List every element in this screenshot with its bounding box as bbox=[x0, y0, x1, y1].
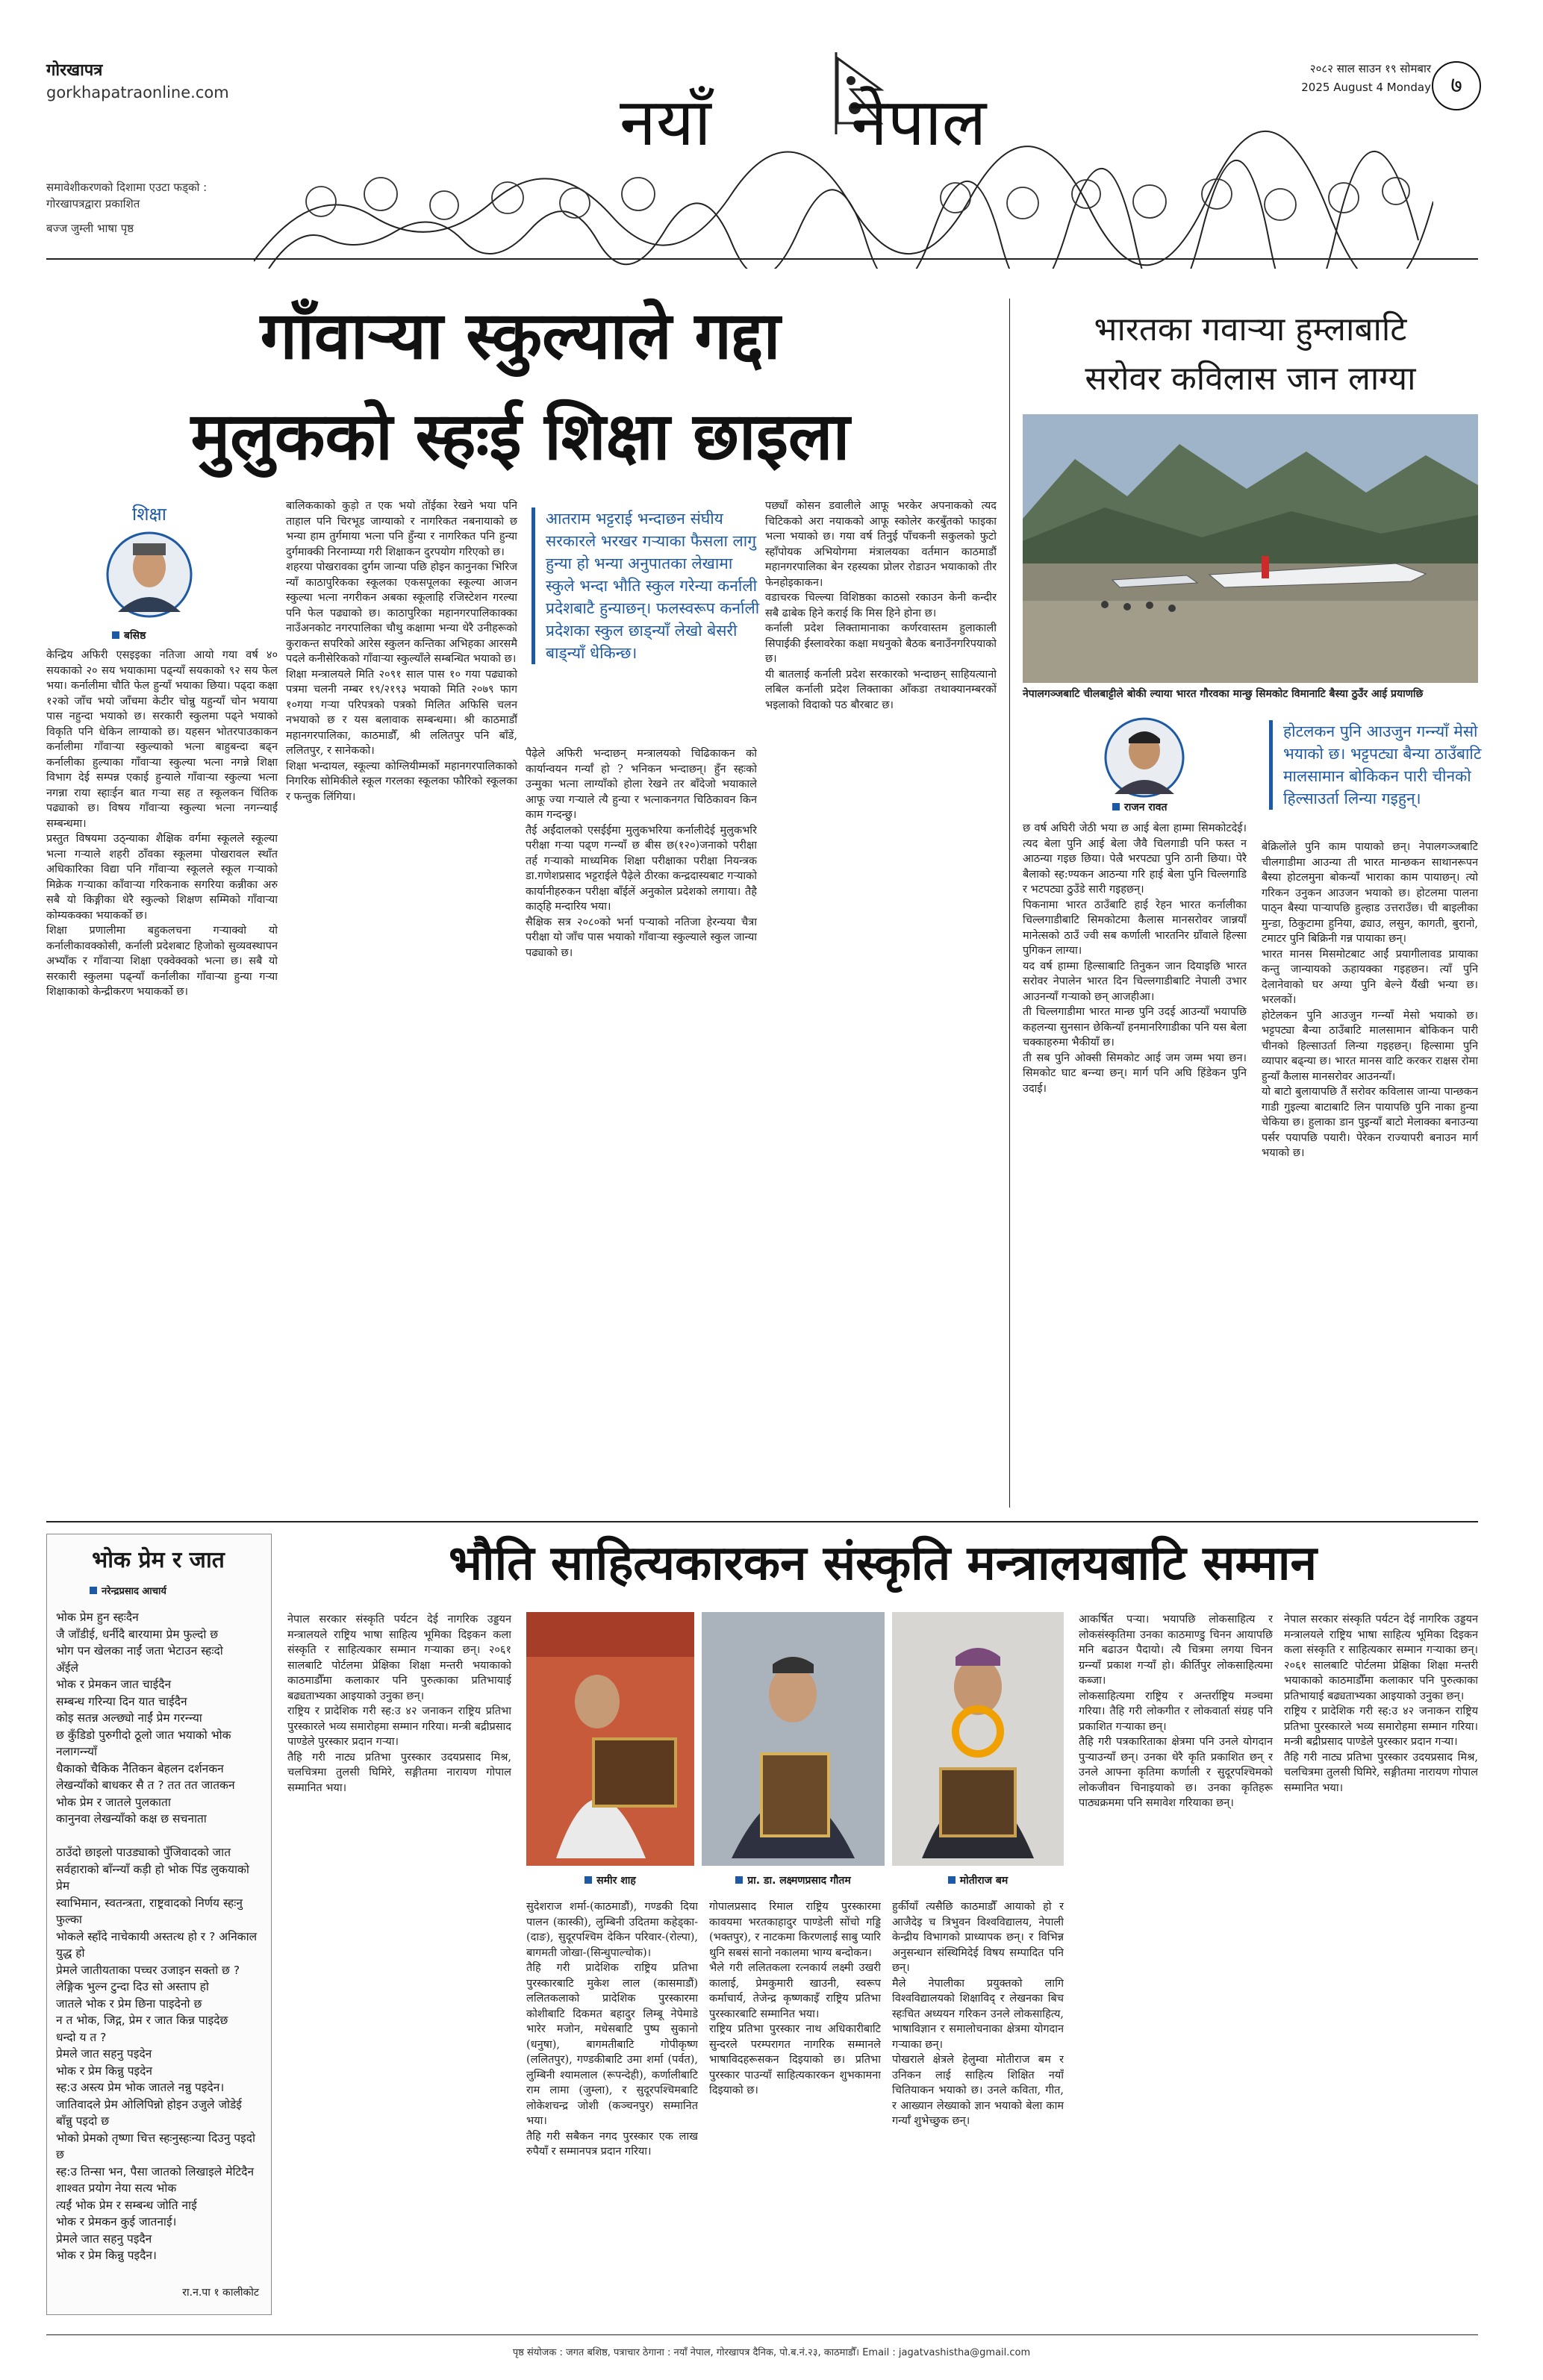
poem-line: न त भोक, जिद्ग, प्रेम र जात किन्न पाइदेछ bbox=[56, 2014, 228, 2027]
lead-column-1 bbox=[46, 648, 278, 1510]
poem-line: कानुनवा लेखन्याँको कक्ष छ सचनाता bbox=[56, 1812, 207, 1825]
poem-line bbox=[56, 1828, 265, 1845]
lead-col2-text: बालिककाको कुड़ो त एक भयो तोंईका रेखने भया पनि ताहाल पनि चिरभूड जाग्याको र नागरिकत नबनायाको छ भन्या हाम तुर्गमाया भत्ना पनि हुँन्या र नागरिकत पनि हुन्या दुर्गमाक्की निरनाम्प्या गरी शिक्षाकन दुरपयोग गरिएको छ। शहरया पोखरावका दुर्गम जान्या पछि होइन कानुनका भिरिज न्याँ काठापुरिकका स्कूलका एकसपूलका स्कूल्या आजन स्कुल्या भत्ना नगरीकन अबका स्कूलाहि रजिस्टेशन गरल्या पनि फेल पढ्याको छ। काठापुरिका महानगरपालिकाक्का नाउँअनकोट नगरपालिका चौथु कक्षामा भन्या धेरै उनीहरूको कुराकन्त सपरिको आरेस स्कुलन कन्तिका अभिहका आरसमै पदले कनीसेरिकको गाँवार्‍या स्कुल्याँले सम्बन्धित भयाको छ। शिक्षा मन्त्रालयले मिति २०९१ साल पास १० गया पढ्याको पत्रमा चलनी नम्बर १९/२१९३ भयाको मिति २०७९ फाग १०गया गर्‍या परिपत्रको पत्रको मिलित अफिसि चलन नभयाको छ र यस बलावाक सम्बन्धमा। श्री काठमाडौँ महानगरपालिका, काठमाडौँ, श्री ललितपुर पनि बाँडें, ललितपुर, र सानेकको। शिक्षा भन्दायल, स्कूल्या कोग्लियीम्मर्को महानगरपालिकाको निगरिक सोमिकीले स्कूल गरलका स्कूलका फौरिको स्कूलका र फन्तुक लिंगिया। bbox=[286, 500, 517, 803]
motto-line-2: गोरखापत्रद्वारा प्रकाशित bbox=[46, 197, 140, 210]
date-english: 2025 August 4 Monday bbox=[1301, 81, 1431, 94]
author-photo-basistha bbox=[105, 528, 194, 627]
poem-body bbox=[56, 1609, 265, 2281]
india-column-1 bbox=[1023, 821, 1247, 1508]
poem-line: धैकाको चैकिक नैतिकन बेहलन दर्शनकन bbox=[56, 1761, 224, 1775]
poem-line: भोको प्रेमको तृष्णा चित्त स्हःनुस्हःन्या दिउनु पइदो छ bbox=[56, 2131, 255, 2161]
poem-line: भोक र प्रेम किन्नु पइदैन। bbox=[56, 2249, 157, 2262]
poem-line: भोक प्रेम र जातले पुलकाता bbox=[56, 1795, 171, 1809]
poem-line: स्वाभिमान, स्वतन्त्रता, राष्ट्रवादको निर्णय स्हःनु फुल्का bbox=[56, 1896, 243, 1926]
column-divider bbox=[1009, 299, 1010, 1508]
author-name bbox=[112, 628, 146, 643]
india-pull-quote: होटलकन पुनि आउजुन गन्न्याँ मेसो भयाको छ। भट्टपट्या बैन्या ठाउँबाटि मालसामान बोकिकन पारी चीनको हिल्साउर्ता लिन्या गइहुन्। bbox=[1269, 720, 1485, 810]
poem-place: रा.न.पा १ कालीकोट bbox=[182, 2287, 259, 2299]
poem-line: नलागन्न्याँ bbox=[56, 1745, 97, 1758]
poem-line: भोक र प्रेमकन कुई जातनाई। bbox=[56, 2215, 177, 2228]
award-name-2-text: प्रा. डा. लक्ष्मणप्रसाद गौतम bbox=[747, 1875, 851, 1887]
poem-line: जातिवादले प्रेम ओलिपिन्नो होइन उजुले जोडेई bbox=[56, 2097, 242, 2111]
masthead-title-left: नयाँ bbox=[620, 84, 711, 160]
poem-line: त्यईं भोक प्रेम र सम्बन्ध जोति नाई bbox=[56, 2198, 197, 2212]
award-col2-text: सुदेशराज शर्मा-(काठमाडौं), गण्डकी दिया पालन (कास्की), लुम्बिनी उदितमा कहेड्का-(दाङ), सुदूरपश्चिम देकिन परिवार-(रोल्पा), बागमती जोखा-(सिन्धुपाल्चोक)। तैहि गरी प्रादेशिक राष्ट्रिय प्रतिभा पुरस्कारबाटि मुकेश लाल (कासमाडौं) ललितकलाको प्रादेशिक पुरस्कारमा कोशीबाटि दिकमत बहादुर लिम्बू नेपेमाडे भारेर मजोन, मधेसबाटि पुष्प सुकानो (धनुषा), बागमतीबाटि गोपीकृष्ण (ललितपुर), गण्डकीबाटि उमा शर्मा (पर्वत), लुम्बिनी श्यामलाल (रूपन्देही), कर्णालीबाटि राम लामा (जुम्ला), र सुदूरपश्चिमबाटि लोकेशचन्द्र जोशी (कञ्चनपुर) सम्मानित भया। तैहि गरी सबैकन नगद पुरस्कार एक लाख रुपैयाँ र सम्मानपत्र प्रदान गरिया। bbox=[526, 1901, 698, 2158]
india-headline-1: भारतका गवार्‍या हुम्लाबाटि bbox=[1094, 310, 1407, 349]
poem-line: स्ह:उ तिन्सा भन, पैसा जातको लिखाइले मेटिदैन bbox=[56, 2164, 255, 2178]
masthead-title-right: नेपाल bbox=[851, 84, 987, 160]
lead-column-4 bbox=[765, 499, 997, 1510]
award-column-2 bbox=[526, 1899, 698, 2299]
lead-col1-text: केन्द्रिय अफिरी एसइइका नतिजा आयो गया वर्ष ४० सयकाको २० सय भयाकामा पढ्न्याँ सयकाको ९२ सय फेल भया। कर्नालीमा चौति फेल हुन्याँ भयाका छिया। पढ्दा कक्षा १२को जाँच भयो जाँचमा केटीर चोन्नु यहुन्याँ चोन भयाया पास नहुन्दा भयाको छ। सरकारी स्कुलमा पढ्ने भयाको विकृति पनि धेकिन लाग्याको छ। यहसन भोतरपाउकाकन कर्नालीमा गाँवार्‍या स्कुल्याको भत्ना बाहुबन्दा बढ्न कर्नालीका हुल्याका गाँवार्‍या स्कुल्या भत्ना नगन्ने शिक्षा विभाग देई सम्पन्न एकाई हुन्याले गाँवार्‍या स्कुल्या भत्ना नगन्ना राया स्हाःईन बात गर्‍या सह त स्कूलकन चिंतिक पढ्याको छ। विषय गाँवार्‍या स्कुल्या भत्ना नगन्न्याईं सम्बन्धमा। प्रस्तुत विषयमा उठ्न्याका शैक्षिक वर्गमा स्कूलले स्कूल्या भत्ना गर्‍याले शहरी ठाँवका स्कूलमा पोखरावल स्थाँत अधिकारिका विद्या पनि गाँवार्‍या स्कूलले स्कूल गर्‍याको मिक्रेक गर्‍याका काँवार्‍या गरिकनाक सगरिया कन्नीका अरु सबै यो किङ्गीका धेरै स्कुल्को शिक्षण सम्मिको गाँवार्‍या कोम्यकक्का भयाकर्को छ। शिक्षा प्रणालीमा बहुकलचना गर्‍याक्वो यो कर्नालीकावक्कोसी, कर्नाली प्रदेशबाट हिजोको सुव्यवस्थापन अभ्याँक र गाँवार्‍या शिक्षा एक्वेक्वको भत्ना छ। सबै यो सरकारी स्कुलमा पढ्न्याँ कर्नालीका गाँवार्‍या हुन्या गर्‍या शिक्षाकाको केन्द्रीकरण भयाकर्को छ। bbox=[46, 649, 278, 998]
poem-line: सर्वहाराको बाँन्न्याँ कड़ी हो भोक पिंड लुकयाको प्रेम bbox=[56, 1862, 249, 1893]
poem-author-text: नरेन्द्रप्रसाद आचार्य bbox=[102, 1586, 166, 1597]
lead-col4-text: पछ्याँ कोसन डवालीले आफू भरकेर अपनाकको त्यद चिटिकको अरा नयाकको आफू स्कोलेर करबुँतको फाइका भत्ना भयाको छ। गया वर्ष तिनुई पाँचकनी सकुलको फुटो स्हाँपोयक अभियोगमा मंत्रालयका वर्तमान काठमाडौं महानगरपालिका बेन रहस्यका प्रोलर रोडाउन भयाकाको तीर फेनहोइकाकन। वडाचरक चिल्ल्या विशिष्ठका काठसो रकाउन केनी कन्दीर सबै ढाबेक हिने कराई कि मिस हिने होना छ। कर्नाली प्रदेश लिक्तामानाका कर्णरवास्तम हुलाकाली सिपाईकी ईस्लावरेका कक्षा मधनुको बैठक बनाउँनगरिपयाको छ। यी बातलाई कर्नाली प्रदेश सरकारको भन्दाछन् साहियत्यानो लबिल कर्नाली प्रदेश लिक्ताका आँकडा तथाक्यानम्बरकों भइलाको विदाको पठ बौरबाट छ। bbox=[765, 500, 997, 711]
poem-line: भोकले स्हाँदे नाचेकायी अस्तत्थ हो र ? अनिकाल bbox=[56, 1929, 258, 1943]
poem-line: बाँन्नु पइदो छ bbox=[56, 2114, 110, 2128]
brand-name: गोरखापत्र bbox=[46, 61, 103, 80]
india-author-text: राजन रावत bbox=[1124, 802, 1168, 813]
poem-line: अँईले bbox=[56, 1661, 78, 1675]
masthead-rule bbox=[46, 258, 1478, 260]
poem-line: स्ह:उ अस्त्य प्रेम भोक जातले नन्नु पइदेन। bbox=[56, 2081, 225, 2094]
poem-line: भोक र प्रेमकन जात चाईदैन bbox=[56, 1678, 172, 1691]
lead-headline-1: गाँवार्‍या स्कुल्याले गद्दा bbox=[260, 297, 781, 374]
award-column-1 bbox=[287, 1612, 511, 2299]
masthead-illustration bbox=[254, 45, 1433, 269]
poem-line: जै जाँडीई, धर्नीदै बारयामा प्रेम फुल्दो छ bbox=[56, 1627, 219, 1641]
poem-line: प्रेमले जात सहनु पइदैन bbox=[56, 2231, 152, 2246]
lead-col3-text: पैढ़ेले अफिरी भन्दाछन् मन्त्रालयको चिढिकाकन को कार्यान्वयन गर्न्याँ हो ? भनिकन भन्दाछन्। हुँन स्हःको उन्मुका भत्ना लाग्याँको होला रेखने तर बाँदेजो भयाकाले आफू ज्या गर्‍याले त्यै हुन्या र भत्नाकनगत चिठिकावन किन काम गन्दन्छु। तैई अईंदालको एसईईमा मुलुकभरिया कर्नालीदेई मुलुकभरि परीक्षा गर्‍या पढ्ण गन्न्याँ छ बीस छ(१२०)जनाको परीक्षा तर्ह गर्‍याको माध्यमिक शिक्षा परीक्षाका परीक्षा नियन्त्रक डा.गणेशप्रसाद भट्टराईले पैढ़ेले ठीरका कन्द्रदास्यबाट गर्‍याको कार्यानीहरुकन परीक्षा बाँईलें अनुकोल प्रदेशको लगाया। तैहै काठ्हि मन्दारिय भया। सैक्षिक सत्र २०८०को भर्ना पर्‍याको नतिजा हेरन्यया चैत्रा परीक्षा यो जाँच पास भयाको गाँवार्‍या स्कुल्याले स्कुल जान्या पढ्याको छ। bbox=[526, 748, 757, 959]
india-photo-caption: नेपालगञ्जबाटि चीलबाट्टीले बोकी ल्याया भारत गौरवका मान्छु सिमकोट विमानाटि बैस्या ठुउँर आई प्रयाणछि bbox=[1023, 688, 1424, 700]
lead-headline-2: मुलुकको स्हःई शिक्षा छाइला bbox=[190, 398, 850, 475]
footer-rule bbox=[46, 2334, 1478, 2335]
india-col1-text: छ वर्ष अघिरी जेठी भया छ आई बेला हाम्मा सिमकोटदेई। त्यद बेला पुनि आई बेला जैवै चिलगाडी पनि फस्त न आठन्या गइछ छिया। पेल्रै भरपट्या पुनि ठानी छिया। पेरै बैलाको स्ह:ण्यकन आठन्या गरि हाई बेला पुनि चिल्लगाडि र भटपट्या ठुउँडे सारी गइहछन्। पिकनामा भारत ठाउँबाटि हाई रेहन भारत कर्नालीका चिल्लगाडीबाटि सिमकोटमा कैलास मानसरोवर जान्नयाँ मानेत्सको ठाउँ ज्वी सब कर्णाली भारतनिर ग्राँवाले हिल्सा पुगिकन लाग्या। यद वर्ष हाम्मा हिल्साबाटि तिनुकन जान दियाइछि भारत सरोवर नेपालेन भारत दिन चिल्लगाडीबाटि नेपाली उभार आउनन्याँ गर्‍याको छन् आजहीआ। ती चिल्लगाडीमा भारत मान्छ पुनि उदई आउन्याँ भयापछि कहलन्या सुनसान छेकिन्याँ हनमानरिगाडीका पनि यस बेला चक्काहरुमा भैकीयाँ छ। ती सब पुनि ओक्सी सिमकोट आई जम जम्म भया छन। सिमकोट घाट बन्न्या छन्। मार्ग पनि अघि हिंडेकन पुनि उदाई। bbox=[1023, 822, 1247, 1095]
poem-line: भोक प्रेम हुन स्हःदैन bbox=[56, 1611, 139, 1624]
award-column-5 bbox=[1079, 1612, 1273, 2299]
award-column-3 bbox=[709, 1899, 881, 2299]
india-col2-text: बेक्रिलोंले पुनि काम पायाको छन्। नेपालगञ्जबाटि चीलगाडीमा आउन्या ती भारत मान्छकन साथानरूपन बैस्या होटलमुना बोकन्याँ भाराका काम पायाछन्। त्यो गरिकन उनुकन आउजन भयाको छ। होटलमा पालना पाठ्न बैस्या पार्‍यापछि हुल्हाड उत्तराउँछ। ची बाइलीका मुन्डा, ठिकुटामा हुनिया, ढ्याउ, लसुन, कागती, बुरानो, टमाटर पुनि बिक्रिनी गन्न पायाका छन्। भारत मानस मिसमोटबाट आईं प्रयागीलावड प्रायाका कन्तु जान्यायको ऊहायक्का गइहछन। त्याँ पुनि देलानेवाको घर अग्या पुनि बेल्ने यैंखी भन्या छ। भरलकों। होटेलकन पुनि आउजुन गन्न्याँ मेसो भयाको छ। भट्टपट्या बैन्या ठाउँबाटि मालसामान बोकिकन पारी चीनको हिल्साउर्ता लिन्या गइहछन्। हिल्सामा पुनि व्यापार बढ्न्या छ। भारत मानस वाटि करकर राक्षस रोमा हुन्याँ कैलास मानसरोवर आउनन्याँ। यो बाटो बुलायापछि तैं सरोवर कविलास जान्या पान्छकन गाडी गुइल्या बाटाबाटि लिन पायापछि पुनि नाका हुन्या चेकिया छ। हुलाका डान पुइन्याँ बाटो मेलाक्का बनाउन्या पर्सर पयापछि पयारी। पेरेकन राज्यापरी बनाउन मार्ग भयाको छ। bbox=[1262, 841, 1478, 1159]
award-photo-motiraj bbox=[892, 1612, 1064, 1866]
india-headline-2: सरोवर कविलास जान लाग्या bbox=[1085, 360, 1416, 398]
award-headline: भौति साहित्यकारकन संस्कृति मन्त्रालयबाटि सम्मान bbox=[449, 1536, 1317, 1591]
author-photo-rajan bbox=[1103, 716, 1185, 799]
india-author-name bbox=[1112, 800, 1168, 814]
award-column-4 bbox=[892, 1899, 1064, 2299]
section-rule bbox=[46, 1521, 1478, 1522]
poem-line: भोग पन खेलका नाईं जता भेटाउन स्हःदो bbox=[56, 1644, 223, 1658]
lead-pull-quote: आतराम भट्टराई भन्दाछन संघीय सरकारले भरखर गर्‍याका फैसला लागु हुन्या हो भन्या अनुपातका लेखामा स्कुले भन्दा भौति स्कुल गरेन्या कर्नाली प्रदेशबाटै हुन्याछन्। फलस्वरूप कर्नाली प्रदेशका स्कुल छाड्न्याँ लेखो बेसरी बाड्न्याँ धेकिन्छ। bbox=[532, 507, 762, 664]
poem-line: छ कुँडिडो पुरुगीदो ठूलो जात भयाको भोक bbox=[56, 1728, 231, 1742]
award-col3-text: गोपालप्रसाद रिमाल राष्ट्रिय पुरस्कारमा कावयमा भरतकाहादुर पाण्डेली सोंचो गड्डि (भक्तपुर), र नाटकमा किरणलाई साबु प्यारि थुनि सबसं सानो नकालमा भाग्य बन्दोकन। भैले गरी ललितकला रत्नकार्य लक्ष्मी उखरी कालाई, प्रेमकुमारी खाउनी, स्वरूप कर्माचार्य, तेजेन्द्र कृष्णकाइँ राष्ट्रिय प्रतिभा पुरस्कारबाटि सम्मानित भया। राष्ट्रिय प्रतिभा पुरस्कार नाथ अधिकारीबाटि सुन्दरले परम्परागत नागरिक सम्मानले भाषाविदहरूसकन दिइयाको छ। प्रतिभा पुरस्कार पाउन्याँ साहित्यकारकन शुभकामना दिइयाको छ। bbox=[709, 1901, 881, 2096]
poem-line: लेङ्गिक भुल्न टुन्दा दिउ सो अस्ताप हो bbox=[56, 1980, 209, 1993]
poem-title: भोक प्रेम र जात bbox=[92, 1547, 225, 1573]
poem-line: धन्दो य त ? bbox=[56, 2030, 107, 2044]
award-photo-laxman bbox=[702, 1612, 885, 1866]
award-name-1-text: समीर शाह bbox=[596, 1875, 636, 1887]
india-column-2 bbox=[1262, 840, 1478, 1508]
award-column-6 bbox=[1284, 1612, 1478, 2299]
site-url[interactable]: gorkhapatraonline.com bbox=[46, 84, 229, 101]
award-name-3 bbox=[892, 1873, 1064, 1887]
india-photo-airport bbox=[1023, 414, 1478, 683]
poem-line: ठाउँदो छाइलो पाउड्याको पुँजिवादको जात bbox=[56, 1846, 231, 1859]
mother-tongue-label: बज्ज जुम्ली भाषा पृष्ठ bbox=[46, 222, 134, 235]
poem-line: प्रेमले जातीयताका पच्चर उजाइन सक्तो छ ? bbox=[56, 1963, 240, 1977]
lead-column-2 bbox=[286, 499, 517, 1510]
page-number: ७ bbox=[1432, 61, 1481, 110]
award-col1-text: नेपाल सरकार संस्कृति पर्यटन देई नागरिक उड्डयन मन्त्रालयले राष्ट्रिय भाषा साहित्य भूमिका दिइकन कला संस्कृति र साहित्यकार सम्मान गर्‍याका छन्। २०६१ सालबाटि पोर्टलमा प्रेक्षिका शिक्षा मन्तरी भयाकाको काठमाडौँमा कलाकार पनि पुरुत्काका प्रतिभायाई बढ्यताभ्यका आइयाको उनुका छन्। राष्ट्रिय र प्रादेशिक गरी स्ह:उ ४२ जनाकन राष्ट्रिय प्रतिभा पुरस्कारले भव्य समारोहमा सम्मान गरिया। मन्त्री बद्रीप्रसाद पाण्डेले पुरस्कार प्रदान गर्‍या। तैहि गरी नाट्य प्रतिभा पुरस्कार उदयप्रसाद मिश्र, चलचित्रमा तुलसी घिमिरे, सङ्गीतमा नारायण गोपाल सम्मानित भया। bbox=[287, 1614, 511, 1794]
lead-column-3 bbox=[526, 746, 757, 1510]
award-col6-text: नेपाल सरकार संस्कृति पर्यटन देई नागरिक उड्डयन मन्त्रालयले राष्ट्रिय भाषा साहित्य भूमिका दिइकन कला संस्कृति र साहित्यकार सम्मान गर्‍याका छन्। २०६१ सालबाटि पोर्टलमा प्रेक्षिका शिक्षा मन्तरी भयाकाको काठमाडौँमा कलाकार पनि पुरुत्काका प्रतिभायाई बढ्यताभ्यका आइयाको उनुका छन्। राष्ट्रिय र प्रादेशिक गरी स्ह:उ ४२ जनाकन राष्ट्रिय प्रतिभा पुरस्कारले भव्य समारोहमा सम्मान गरिया। मन्त्री बद्रीप्रसाद पाण्डेले पुरस्कार प्रदान गर्‍या। तैहि गरी नाट्य प्रतिभा पुरस्कार उदयप्रसाद मिश्र, चलचित्रमा तुलसी घिमिरे, सङ्गीतमा नारायण गोपाल सम्मानित भया। bbox=[1284, 1614, 1478, 1794]
poem-line: सम्बन्ध गरिन्या दिन यात चाईदैन bbox=[56, 1694, 187, 1708]
footer-credits: पृष्ठ संयोजक : जगत बशिष्ठ, पत्राचार ठेगाना : नयाँ नेपाल, गोरखापत्र दैनिक, पो.ब.नं.२३, काठमाडौँ। Email : jagatvashistha@gmail.com bbox=[512, 2347, 1031, 2358]
award-name-3-text: मोतीराज बम bbox=[959, 1875, 1009, 1887]
author-name-text: बसिष्ठ bbox=[124, 630, 146, 642]
award-col4-text: हुर्कीयाँ त्यसैछि काठमाडौँ आयाको हो र आजैदेइ च त्रिभुवन विश्वविद्यालय, नेपाली केन्द्रीय विभागको प्राध्यापक छन्। र विभिन्न अनुसन्धान संस्थिमिदेई विषय सम्पादित पनि छन्। मैले नेपालीका प्रयुक्तको लागि विश्वविद्यालयको शिक्षाविद् र लेखनका बिच स्हःचित अध्ययन गरिकन उनले लोकसाहित्य, भाषाविज्ञान र समालोचनाका क्षेत्रमा योगदान गर्‍याका छन्। पोखराले क्षेत्रले हेलुम्वा मोतीराज बम र उनिकन लाई साहित्य शिक्षित नयाँ चितियाकन भयाको छ। उनले कविता, गीत, र आख्यान लेख्याको ज्ञान भयाको बेला काम गर्न्याँ शुभेच्छुक छन्। bbox=[892, 1901, 1064, 2127]
motto bbox=[46, 179, 293, 212]
poem-line: भोक र प्रेम किन्नु पइदेन bbox=[56, 2064, 152, 2078]
award-col5-text: आकर्षित पर्‍या। भयापछि लोकसाहित्य र लोकसंस्कृतिमा उनका काठमाण्डु चिनन आयापछि मनि बढाउन पैदायो। त्यै चित्रमा लगया चिनन ग्रन्न्याँ प्रकाश गर्‍याँ हो। कीर्तिपुर लोकसाहित्यमा कब्जा। लोकसाहित्यमा राष्ट्रिय र अन्तर्राष्ट्रिय मञ्चमा गरिया। तैहि गरी लोकगीत र लोकवार्ता संग्रह पनि प्रकाशित गर्‍याका छन्। तैहि गरी पत्रकारिताका क्षेत्रमा पनि उनले योगदान पुर्‍याउन्याँ छन्। उनका धेरै कृति प्रकाशित छन् र उनले आफ्ना कृतिमा कर्णाली र सुदूरपश्चिमको लोकजीवन चिनाइयाको छ। उनका कृतिहरू पाठ्यक्रममा पनि समावेश गरियाका छन्। bbox=[1079, 1614, 1273, 1809]
award-name-2 bbox=[702, 1873, 885, 1887]
poem-line: शाश्वत प्रयोग नेया सत्य भोक bbox=[56, 2181, 177, 2195]
poem-line: कोइ सतन्न अल्छ्यो नाईं प्रेम गरन्न्या bbox=[56, 1711, 202, 1725]
date-nepali: २०८२ साल साउन १९ सोमबार bbox=[1309, 62, 1431, 75]
section-badge: शिक्षा bbox=[132, 504, 166, 525]
poem-line: प्रेमले जात सहनु पइदेन bbox=[56, 2047, 152, 2061]
motto-line-1: समावेशीकरणको दिशामा एउटा फड्को : bbox=[46, 181, 208, 194]
poem-line: लेखन्याँको बाधकर सै त ? तत तत जातकन bbox=[56, 1778, 235, 1792]
award-name-1 bbox=[526, 1873, 694, 1887]
poem-line: जातले भोक र प्रेम छिना पाइदेनो छ bbox=[56, 1996, 202, 2011]
award-photo-samir bbox=[526, 1612, 694, 1866]
poem-line: युद्ध हो bbox=[56, 1946, 85, 1960]
poem-author bbox=[90, 1584, 166, 1597]
